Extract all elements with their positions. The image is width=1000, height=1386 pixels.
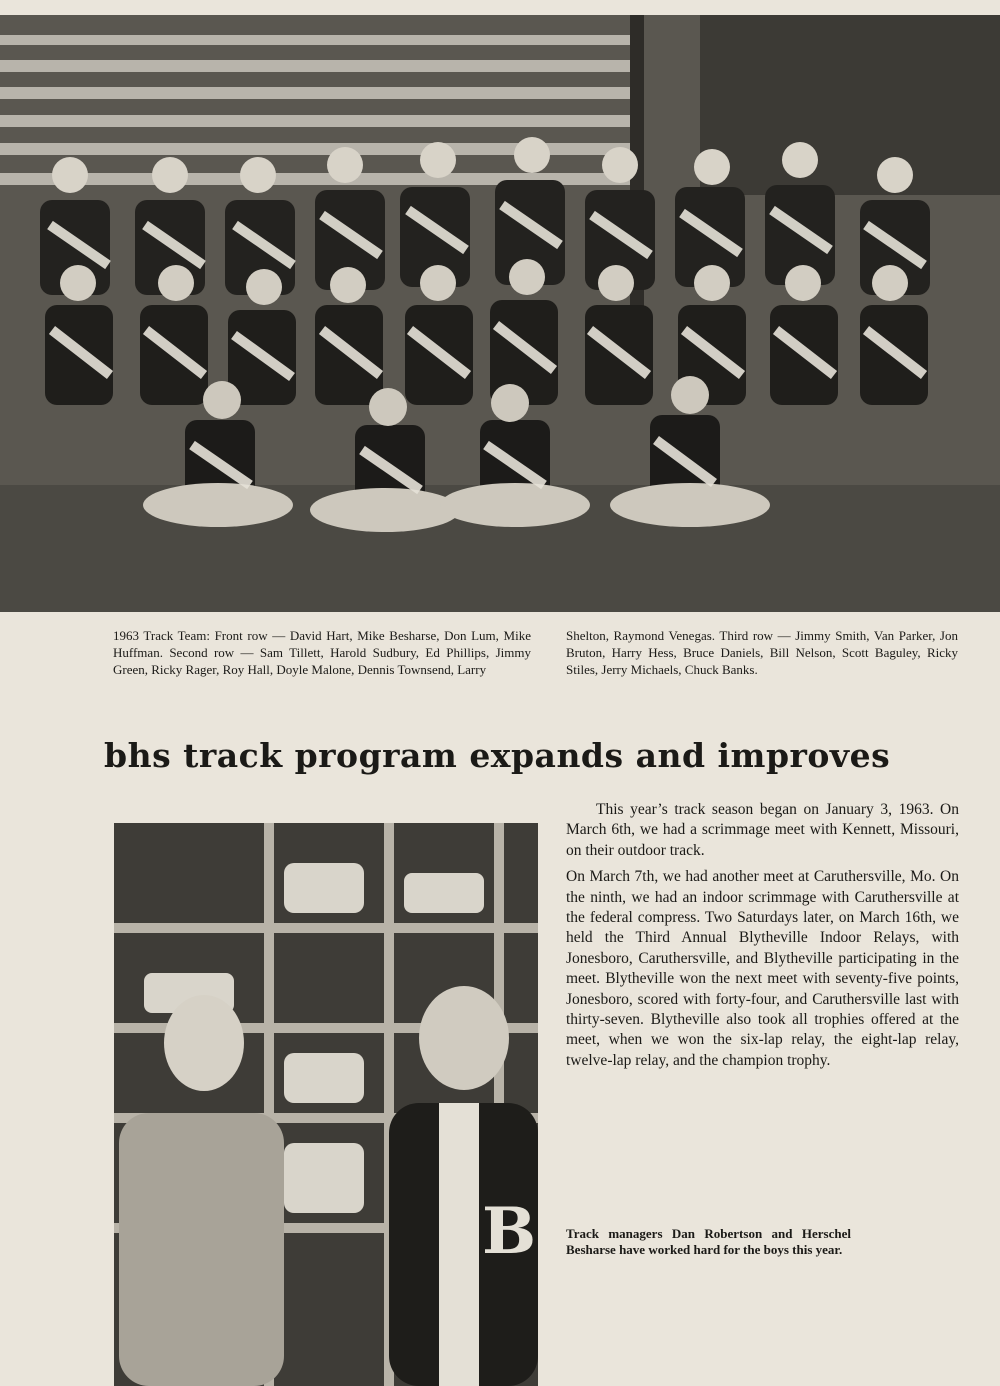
- article-paragraph-1: This year’s track season began on January 3, 1963. On March 6th, we had a scrimmage meet with Kennett, Missouri, on their outdoor track.: [566, 801, 959, 859]
- team-photo: [0, 15, 1000, 612]
- article-paragraph-2: On March 7th, we had another meet at Caruthersville, Mo. On the ninth, we had an indoor scrimmage with Caruthersville at the federal compress. Two Saturdays later, on March 16th, we held the Third Annual Blytheville Indoor Relays, with Jonesboro, Caruthersville, and Blytheville participating in the meet. Blytheville won the next meet with seventy-five points, Jonesboro, scored with forty-four, and Caruthersville last with thirty-seven. Blytheville also took all trophies offered at the meet, when we won the six-lap relay, the eight-lap relay, twelve-lap relay, and the champion trophy.: [566, 868, 959, 1069]
- managers-photo-caption: Track managers Dan Robertson and Herschel Besharse have worked hard for the boys this year.: [566, 1226, 851, 1257]
- article-body: [566, 800, 959, 1077]
- team-photo-caption-right: Shelton, Raymond Venegas. Third row — Jimmy Smith, Van Parker, Jon Bruton, Harry Hess, Bruce Daniels, Bill Nelson, Scott Baguley, Ricky Stiles, Jerry Michaels, Chuck Banks.: [566, 628, 958, 677]
- headline: bhs track program expands and improves: [104, 736, 891, 775]
- managers-photo-illustration: [114, 823, 538, 1386]
- letter-b-patch: B: [481, 1194, 537, 1269]
- team-photo-illustration: [0, 15, 1000, 612]
- team-photo-caption-left: 1963 Track Team: Front row — David Hart, Mike Besharse, Don Lum, Mike Huffman. Second row — Sam Tillett, Harold Sudbury, Ed Phillips, Jimmy Green, Ricky Rager, Roy Hall, Doyle Malone, Dennis Townsend, Larry: [113, 628, 531, 677]
- managers-photo: [114, 823, 538, 1386]
